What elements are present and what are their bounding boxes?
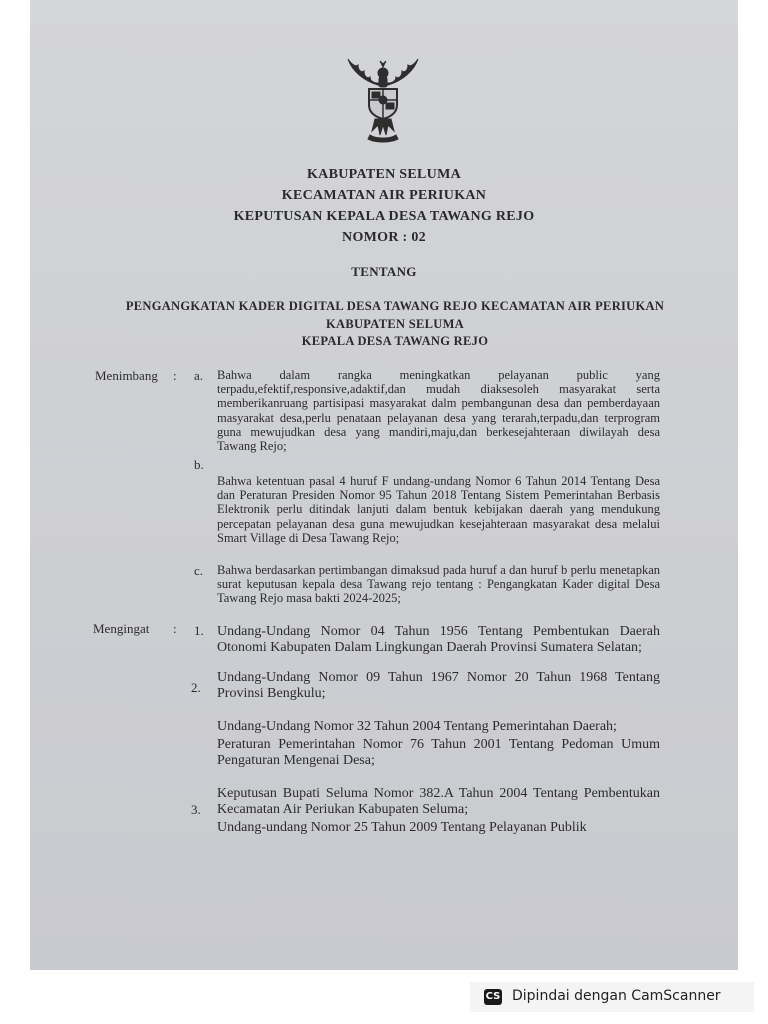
header-number: NOMOR : 02 <box>342 230 426 245</box>
camscanner-watermark <box>470 982 754 1012</box>
menimbang-item-c: Bahwa berdasarkan pertimbangan dimaksud pada huruf a dan huruf b perlu menetapkan surat keputusan kepala desa Tawang rejo tentang : Pengangkatan Kader digital Desa Tawang Rejo masa bakti 2024-2025; <box>217 563 660 606</box>
mengingat-item-2: Undang-Undang Nomor 09 Tahun 1967 Nomor 20 Tahun 1968 Tentang Provinsi Bengkulu; <box>217 670 660 701</box>
menimbang-colon: : <box>173 368 177 383</box>
menimbang-item-a: Bahwa dalam rangka meningkatkan pelayanan public yang terpadu,efektif,responsive,adaktif,dan mudah diaksesoleh masyarakat serta memberikanruang partisipasi masyarakat dalm pembangunan desa dan pemberdayaan masyarakat desa,perlu penataan pelayanan desa yang terarah,terpadu,dan terprogram guna mewujudkan desa yang mandiri,maju,dan berkesejahteraan diwilayah desa Tawang Rejo; <box>217 368 660 454</box>
header-decree: KEPUTUSAN KEPALA DESA TAWANG REJO <box>233 209 535 224</box>
subject-line-3: KEPALA DESA TAWANG REJO <box>301 334 489 348</box>
subject-line-1: PENGANGKATAN KADER DIGITAL DESA TAWANG REJO KECAMATAN AIR PERIUKAN <box>125 299 665 313</box>
camscanner-icon: CS <box>484 989 502 1005</box>
mengingat-item-3: Undang-Undang Nomor 32 Tahun 2004 Tentang Pemerintahan Daerah; <box>217 719 617 734</box>
menimbang-marker-a: a. <box>194 368 204 383</box>
header-about: TENTANG <box>351 264 417 279</box>
mengingat-label: Mengingat <box>93 621 150 636</box>
mengingat-item-5: Keputusan Bupati Seluma Nomor 382.A Tahun 2004 Tentang Pembentukan Kecamatan Air Periukan Kabupaten Seluma; <box>217 786 660 817</box>
menimbang-marker-b: b. <box>194 457 204 472</box>
subject-line-2: KABUPATEN SELUMA <box>325 317 465 331</box>
scanned-page <box>30 0 738 970</box>
mengingat-marker-2: 2. <box>191 680 201 695</box>
garuda-emblem-icon <box>342 55 424 143</box>
menimbang-marker-c: c. <box>194 563 204 578</box>
mengingat-item-6: Undang-undang Nomor 25 Tahun 2009 Tentang Pelayanan Publik <box>217 820 587 835</box>
menimbang-item-b: Bahwa ketentuan pasal 4 huruf F undang-undang Nomor 6 Tahun 2014 Tentang Desa dan Peraturan Presiden Nomor 95 Tahun 2018 Tentang Sistem Pemerintahan Berbasis Elektronik perlu ditindak lanjuti dalam bentuk kebijakan daerah yang mendukung percepatan pelayanan desa guna mewujudkan kesejahteraan masyarakat desa melalui Smart Village di Desa Tawang Rejo; <box>217 474 660 545</box>
mengingat-item-4: Peraturan Pemerintahan Nomor 76 Tahun 2001 Tentang Pedoman Umum Pengaturan Mengenai Desa; <box>217 737 660 768</box>
mengingat-marker-3: 3. <box>191 802 201 817</box>
menimbang-label: Menimbang <box>95 368 158 383</box>
header-district: KECAMATAN AIR PERIUKAN <box>281 188 487 203</box>
mengingat-colon: : <box>173 621 177 636</box>
header-regency: KABUPATEN SELUMA <box>306 167 461 182</box>
watermark-text: Dipindai dengan CamScanner <box>512 988 721 1004</box>
mengingat-item-1: Undang-Undang Nomor 04 Tahun 1956 Tentang Pembentukan Daerah Otonomi Kabupaten Dalam Lingkungan Daerah Provinsi Sumatera Selatan; <box>217 624 660 655</box>
mengingat-marker-1: 1. <box>194 623 204 638</box>
